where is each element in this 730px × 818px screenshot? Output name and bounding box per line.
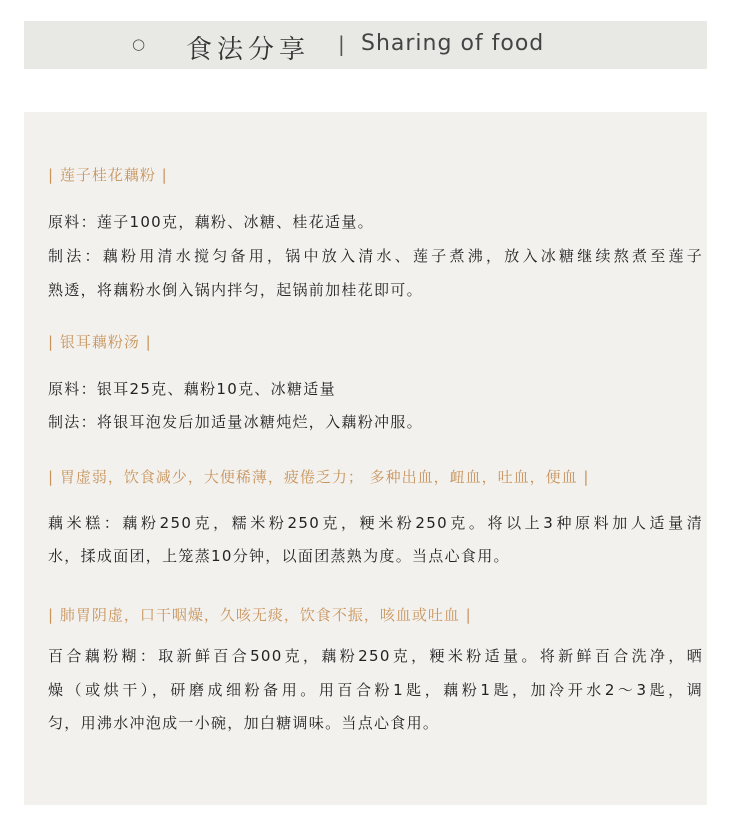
- recipe-line: 百合藕粉糊：取新鲜百合500克，藕粉250克，粳米粉适量。将新鲜百合洗净，晒: [48, 647, 703, 665]
- section-title: | 肺胃阴虚，口干咽燥，久咳无痰，饮食不振，咳血或吐血 |: [48, 606, 472, 624]
- method-line: 熟透，将藕粉水倒入锅内拌匀，起锅前加桂花即可。: [48, 281, 423, 299]
- recipe-line: 燥（或烘干），研磨成细粉备用。用百合粉1匙，藕粉1匙，加冷开水2～3匙，调: [48, 681, 703, 699]
- header-title-zh: 食法分享: [186, 35, 311, 65]
- ingredient-line: 原料：银耳25克、藕粉10克、冰糖适量: [48, 380, 336, 398]
- circle-bullet-icon: ○: [132, 35, 146, 53]
- section-title: | 银耳藕粉汤 |: [48, 333, 152, 351]
- section-title: | 莲子桂花藕粉 |: [48, 166, 168, 184]
- recipe-line: 藕米糕：藕粉250克，糯米粉250克，粳米粉250克。将以上3种原料加人适量清: [48, 514, 703, 532]
- method-line: 制法：将银耳泡发后加适量冰糖炖烂，入藕粉冲服。: [48, 413, 423, 431]
- recipe-line: 匀，用沸水冲泡成一小碗，加白糖调味。当点心食用。: [48, 714, 440, 732]
- section-header: [24, 21, 707, 69]
- ingredient-line: 原料：莲子100克，藕粉、冰糖、桂花适量。: [48, 213, 374, 231]
- header-separator: |: [338, 32, 345, 56]
- header-title-en: Sharing of food: [361, 31, 545, 56]
- method-line: 制法：藕粉用清水搅匀备用，锅中放入清水、莲子煮沸，放入冰糖继续熬煮至莲子: [48, 247, 703, 265]
- section-title: | 胃虚弱，饮食减少，大便稀薄，疲倦乏力； 多种出血，衄血，吐血，便血 |: [48, 468, 590, 486]
- recipe-line: 水，揉成面团，上笼蒸10分钟，以面团蒸熟为度。当点心食用。: [48, 547, 510, 565]
